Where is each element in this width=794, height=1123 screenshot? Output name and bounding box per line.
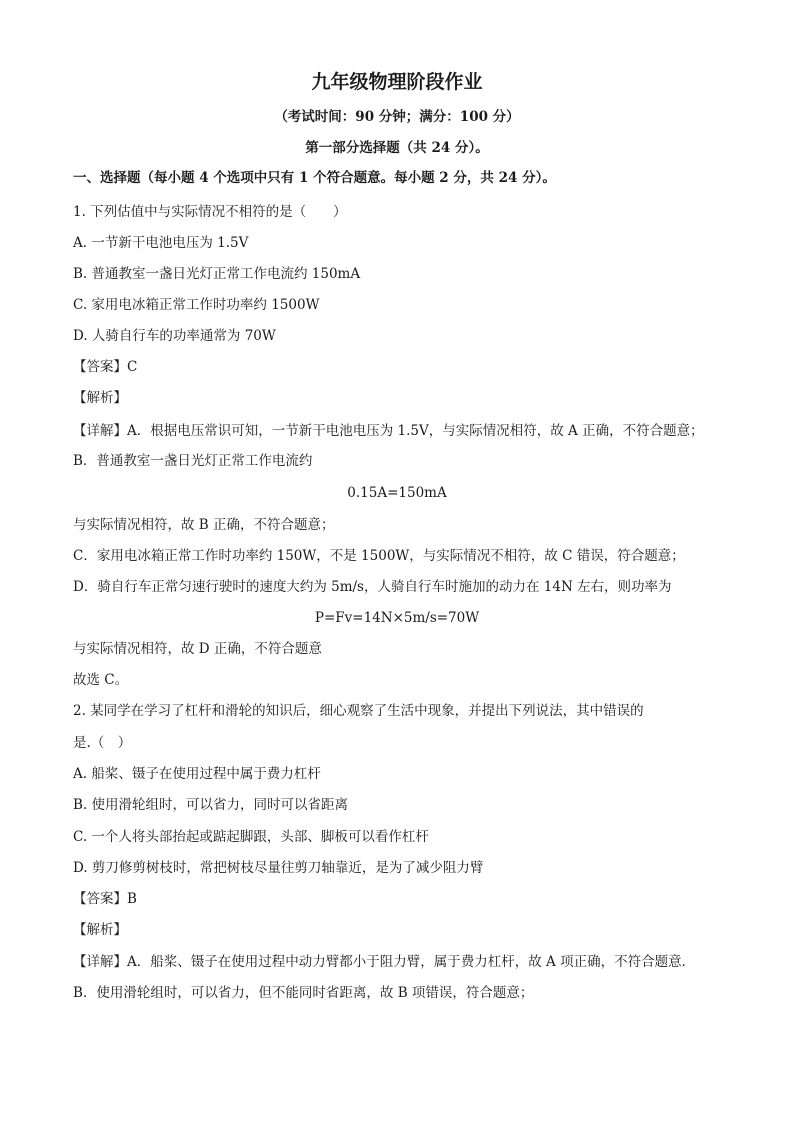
question-1-detail-b-conclusion: 与实际情况相符，故 B 正确，不符合题意； [73, 517, 335, 533]
question-2-option-b: B. 使用滑轮组时，可以省力，同时可以省距离 [73, 797, 349, 813]
question-2-option-d: D. 剪刀修剪树枝时，常把树枝尽量往剪刀轴靠近，是为了减少阻力臂 [73, 860, 484, 876]
question-1-detail-c: C．家用电冰箱正常工作时功率约 150W，不是 1500W，与实际情况不相符，故 C 错误，符合题意； [73, 548, 685, 564]
question-2-analysis-label: 【解析】 [73, 922, 127, 938]
question-1-detail-d: D．骑自行车正常匀速行驶时的速度大约为 5m/s，人骑自行车时施加的动力在 14N 左右，则功率为 [73, 579, 672, 595]
question-1-stem: 1. 下列估值中与实际情况不相符的是（ ） [73, 204, 347, 220]
question-1-detail-a: 【详解】A．根据电压常识可知，一节新干电池电压为 1.5V，与实际情况相符，故 A 正确，不符合题意； [73, 423, 704, 439]
question-1-option-a: A. 一节新干电池电压为 1.5V [73, 235, 249, 251]
question-2-answer: 【答案】B [73, 891, 137, 907]
section-heading: 一、选择题（每小题 4 个选项中只有 1 个符合题意。每小题 2 分，共 24 分）。 [73, 170, 556, 186]
question-1-formula-current: 0.15A=150mA [347, 485, 447, 501]
exam-info: （考试时间：90 分钟；满分：100 分） [274, 109, 520, 125]
question-1-analysis-label: 【解析】 [73, 390, 127, 406]
part-heading: 第一部分选择题（共 24 分）。 [305, 140, 489, 156]
question-1-option-d: D. 人骑自行车的功率通常为 70W [73, 328, 276, 344]
question-2-stem-line2: 是.（ ） [73, 735, 132, 751]
question-1-answer: 【答案】C [73, 359, 138, 375]
question-1-choice: 故选 C。 [73, 672, 129, 688]
question-1-option-c: C. 家用电冰箱正常工作时功率约 1500W [73, 297, 320, 313]
page-title: 九年级物理阶段作业 [311, 71, 483, 93]
question-2-option-a: A. 船桨、镊子在使用过程中属于费力杠杆 [73, 766, 321, 782]
question-2-detail-b: B．使用滑轮组时，可以省力，但不能同时省距离，故 B 项错误，符合题意； [73, 985, 534, 1001]
question-2-stem-line1: 2. 某同学在学习了杠杆和滑轮的知识后，细心观察了生活中现象，并提出下列说法，其中错误的 [73, 703, 644, 719]
question-1-option-b: B. 普通教室一盏日光灯正常工作电流约 150mA [73, 266, 361, 282]
question-1-detail-d-conclusion: 与实际情况相符，故 D 正确，不符合题意 [73, 641, 322, 657]
question-2-option-c: C. 一个人将头部抬起或踮起脚跟，头部、脚板可以看作杠杆 [73, 829, 429, 845]
question-2-detail-a: 【详解】A．船桨、镊子在使用过程中动力臂都小于阻力臂，属于费力杠杆，故 A 项正确，不符合题意． [73, 954, 696, 970]
question-1-detail-b: B．普通教室一盏日光灯正常工作电流约 [73, 453, 313, 469]
question-1-formula-power: P=Fv=14N×5m/s=70W [314, 610, 480, 626]
